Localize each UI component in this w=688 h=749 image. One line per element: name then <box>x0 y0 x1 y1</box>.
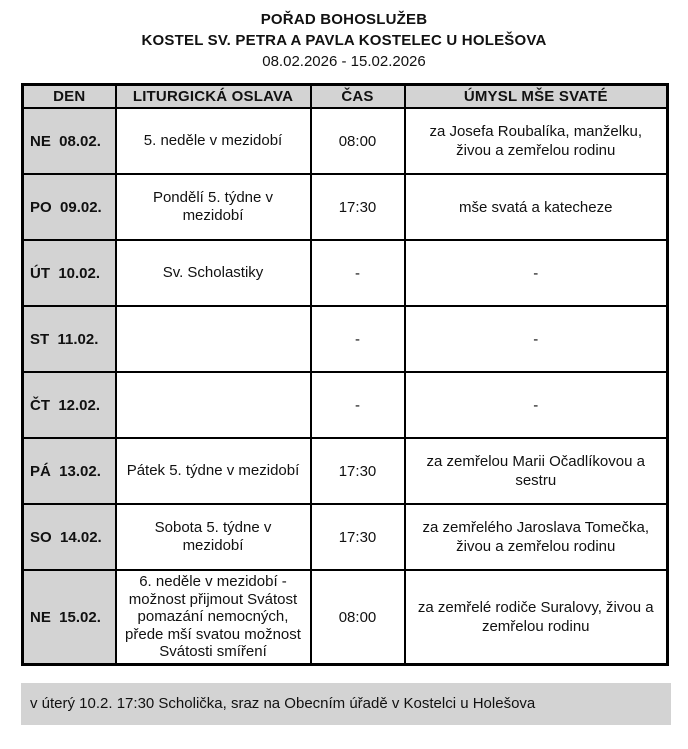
date-range: 08.02.2026 - 15.02.2026 <box>262 53 426 70</box>
intention-cell: za zemřelého Jaroslava Tomečka, živou a zemřelou rodinu <box>405 504 668 570</box>
column-header-day: DEN <box>23 85 116 109</box>
service-schedule-table <box>21 83 669 666</box>
celebration-cell: 5. neděle v mezidobí <box>116 108 311 174</box>
church-name: KOSTEL SV. PETRA A PAVLA KOSTELEC U HOLEŠOVA <box>141 32 547 49</box>
celebration-cell: Pondělí 5. týdne v mezidobí <box>116 174 311 240</box>
time-cell: 17:30 <box>311 174 405 240</box>
day-cell: NE 08.02. <box>23 108 116 174</box>
day-cell: PÁ 13.02. <box>23 438 116 504</box>
table-row <box>23 438 668 504</box>
intention-cell: mše svatá a katecheze <box>405 174 668 240</box>
table-row <box>23 372 668 438</box>
column-header-time: ČAS <box>311 85 405 109</box>
time-cell: - <box>311 372 405 438</box>
time-cell: - <box>311 240 405 306</box>
intention-cell: za zemřelé rodiče Suralovy, živou a zemřelou rodinu <box>405 570 668 665</box>
celebration-cell: Pátek 5. týdne v mezidobí <box>116 438 311 504</box>
table-row <box>23 240 668 306</box>
page-title: POŘAD BOHOSLUŽEB <box>260 11 428 28</box>
table-row <box>23 108 668 174</box>
document-header <box>0 0 688 72</box>
time-cell: 17:30 <box>311 438 405 504</box>
table-row <box>23 504 668 570</box>
intention-cell: za zemřelou Marii Očadlíkovou a sestru <box>405 438 668 504</box>
intention-cell: za Josefa Roubalíka, manželku, živou a zemřelou rodinu <box>405 108 668 174</box>
table-header-row <box>23 85 668 109</box>
celebration-cell: Sv. Scholastiky <box>116 240 311 306</box>
time-cell: 08:00 <box>311 570 405 665</box>
celebration-cell: Sobota 5. týdne v mezidobí <box>116 504 311 570</box>
time-cell: 17:30 <box>311 504 405 570</box>
day-cell: PO 09.02. <box>23 174 116 240</box>
day-cell: NE 15.02. <box>23 570 116 665</box>
celebration-cell: 6. neděle v mezidobí - možnost přijmout Svátost pomazání nemocných, přede mší svatou možnost Svátosti smíření <box>116 570 311 665</box>
time-cell: 08:00 <box>311 108 405 174</box>
celebration-cell <box>116 372 311 438</box>
intention-cell: - <box>405 306 668 372</box>
celebration-cell <box>116 306 311 372</box>
table-row <box>23 174 668 240</box>
column-header-celebration: LITURGICKÁ OSLAVA <box>116 85 311 109</box>
day-cell: ÚT 10.02. <box>23 240 116 306</box>
footer-note: v úterý 10.2. 17:30 Scholička, sraz na Obecním úřadě v Kostelci u Holešova <box>21 683 671 725</box>
intention-cell: - <box>405 372 668 438</box>
table-row <box>23 306 668 372</box>
table-row <box>23 570 668 665</box>
time-cell: - <box>311 306 405 372</box>
day-cell: SO 14.02. <box>23 504 116 570</box>
intention-cell: - <box>405 240 668 306</box>
day-cell: ST 11.02. <box>23 306 116 372</box>
column-header-intention: ÚMYSL MŠE SVATÉ <box>405 85 668 109</box>
day-cell: ČT 12.02. <box>23 372 116 438</box>
